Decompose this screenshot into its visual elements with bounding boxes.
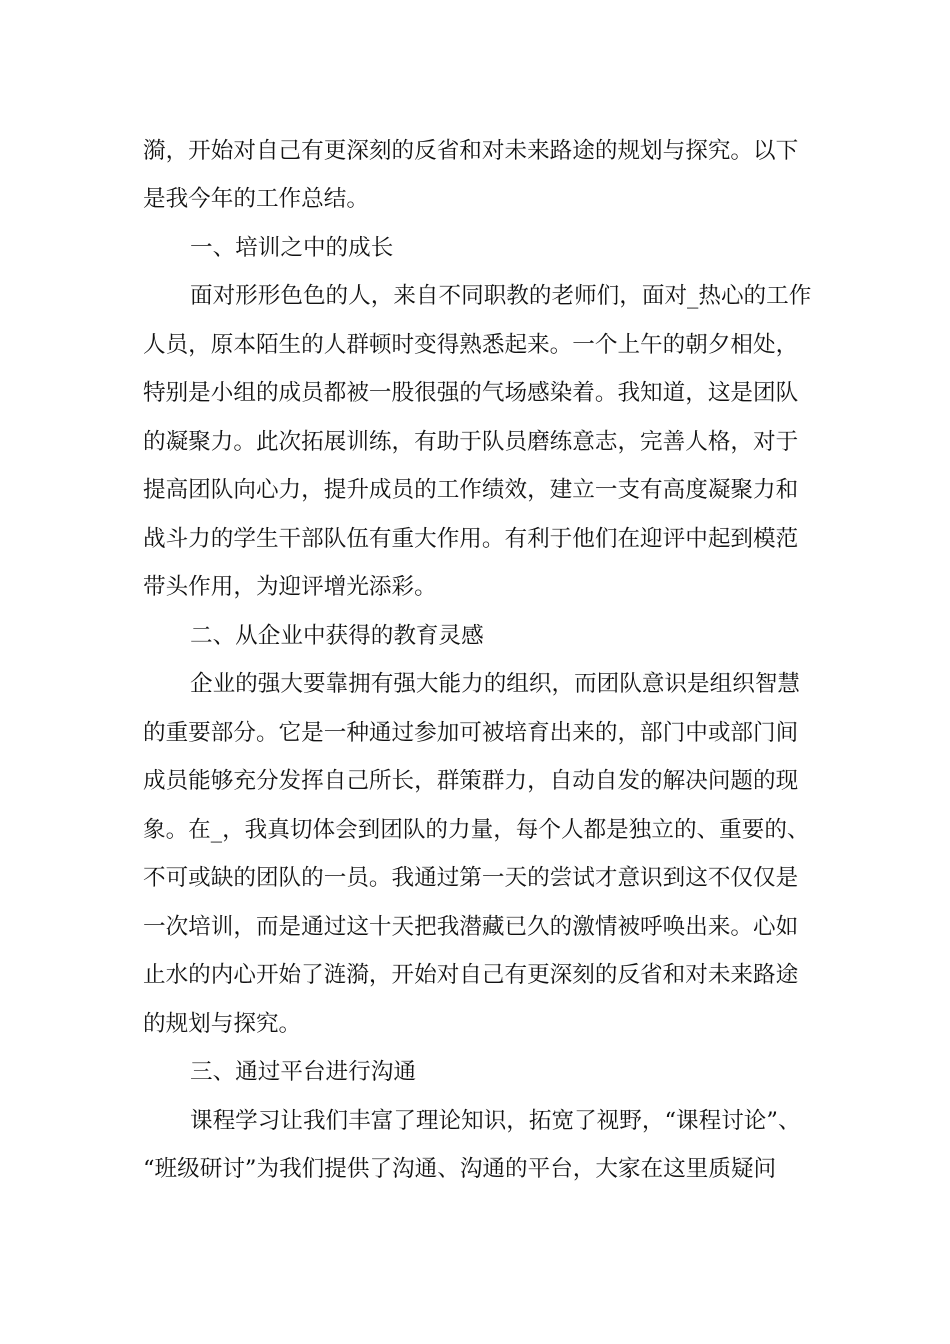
text-line: 面对形形色色的人，来自不同职教的老师们，面对_热心的工作 — [190, 283, 812, 309]
text-line: 带头作用，为迎评增光添彩。 — [143, 574, 437, 600]
text-line: 课程学习让我们丰富了理论知识，拓宽了视野，“课程讨论”、 — [190, 1108, 801, 1134]
section-heading: 一、培训之中的成长 — [190, 235, 394, 261]
text-line: 战斗力的学生干部队伍有重大作用。有利于他们在迎评中起到模范 — [143, 526, 799, 552]
text-line: 象。在_，我真切体会到团队的力量，每个人都是独立的、重要的、 — [143, 817, 810, 843]
text-line: 企业的强大要靠拥有强大能力的组织，而团队意识是组织智慧 — [190, 671, 801, 697]
text-line: 漪，开始对自己有更深刻的反省和对未来路途的规划与探究。以下 — [143, 138, 799, 164]
section-heading: 三、通过平台进行沟通 — [190, 1059, 416, 1085]
text-line: 一次培训，而是通过这十天把我潜藏已久的激情被呼唤出来。心如 — [143, 914, 799, 940]
text-line: 是我今年的工作总结。 — [143, 186, 369, 212]
text-line: 提高团队向心力，提升成员的工作绩效，建立一支有高度凝聚力和 — [143, 477, 799, 503]
text-line: 的凝聚力。此次拓展训练，有助于队员磨练意志，完善人格，对于 — [143, 429, 799, 455]
section-heading: 二、从企业中获得的教育灵感 — [190, 623, 484, 649]
text-line: 成员能够充分发挥自己所长，群策群力，自动自发的解决问题的现 — [143, 768, 799, 794]
text-line: 的重要部分。它是一种通过参加可被培育出来的，部门中或部门间 — [143, 720, 799, 746]
text-line: 特别是小组的成员都被一股很强的气场感染着。我知道，这是团队 — [143, 380, 799, 406]
text-line: 不可或缺的团队的一员。我通过第一天的尝试才意识到这不仅仅是 — [143, 865, 799, 891]
text-line: 人员，原本陌生的人群顿时变得熟悉起来。一个上午的朝夕相处， — [143, 332, 799, 358]
text-line: “班级研讨”为我们提供了沟通、沟通的平台，大家在这里质疑问 — [143, 1156, 777, 1182]
text-line: 止水的内心开始了涟漪，开始对自己有更深刻的反省和对未来路途 — [143, 962, 799, 988]
text-line: 的规划与探究。 — [143, 1011, 302, 1037]
